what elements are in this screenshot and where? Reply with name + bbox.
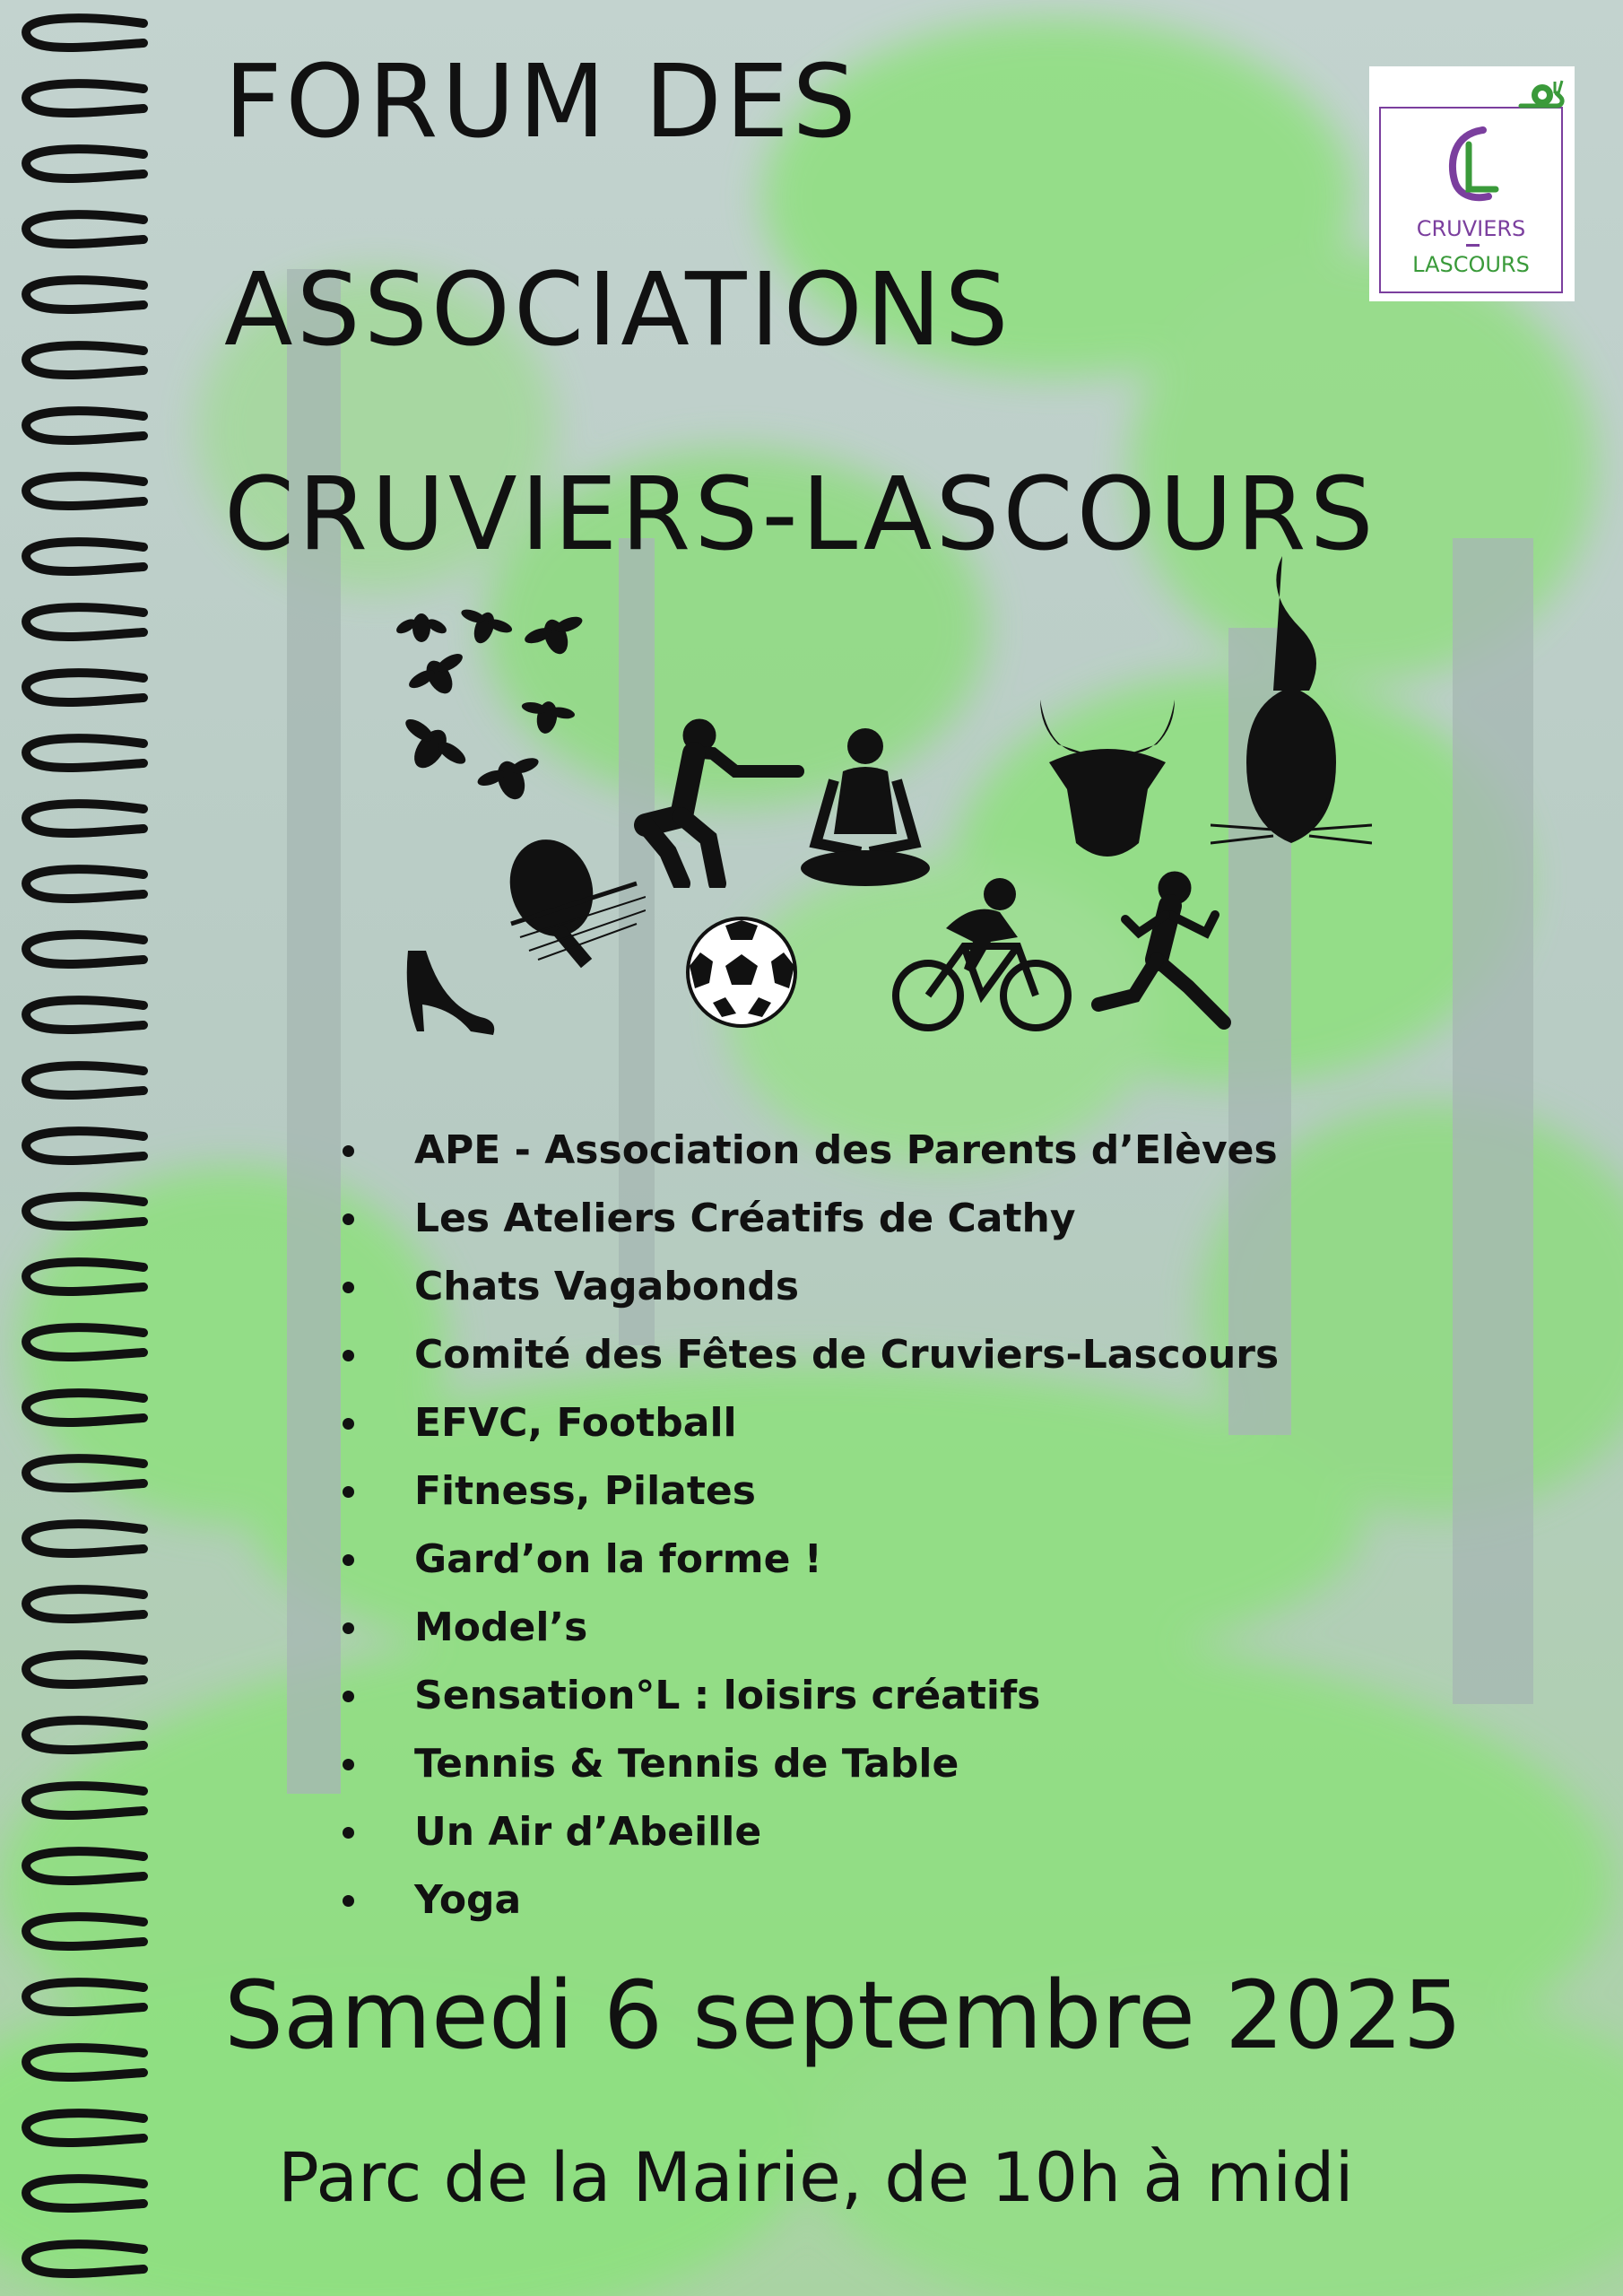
logo-text-cruviers: CRUVIERS — [1416, 216, 1526, 241]
association-item: Les Ateliers Créatifs de Cathy — [343, 1185, 1279, 1253]
fitness-icon — [628, 718, 807, 888]
association-item: Model’s — [343, 1594, 1279, 1662]
logo-cl-icon — [1436, 125, 1508, 205]
runner-icon — [1089, 870, 1233, 1031]
title-line-1: FORUM DES — [224, 44, 860, 161]
association-item: Comité des Fêtes de Cruviers-Lascours — [343, 1321, 1279, 1389]
bees-icon — [386, 601, 601, 816]
logo-dash — [1466, 244, 1480, 247]
association-item: APE - Association des Parents d’Elèves — [343, 1117, 1279, 1185]
title-line-3: CRUVIERS-LASCOURS — [224, 457, 1377, 573]
association-item: Yoga — [343, 1866, 1279, 1935]
association-item: EFVC, Football — [343, 1389, 1279, 1457]
title-line-2: ASSOCIATIONS — [224, 252, 1012, 369]
cat-icon — [1211, 556, 1372, 861]
association-item: Chats Vagabonds — [343, 1253, 1279, 1321]
association-item: Sensation°L : loisirs créatifs — [343, 1662, 1279, 1730]
association-item: Fitness, Pilates — [343, 1457, 1279, 1526]
high-heel-icon — [399, 942, 498, 1040]
snail-icon — [1517, 77, 1567, 111]
yoga-icon — [798, 726, 933, 888]
tennis-icon — [502, 834, 646, 969]
logo-text-lascours: LASCOURS — [1412, 252, 1530, 277]
event-location: Parc de la Mairie, de 10h à midi — [278, 2137, 1354, 2217]
association-item: Gard’on la forme ! — [343, 1526, 1279, 1594]
association-item: Un Air d’Abeille — [343, 1798, 1279, 1866]
football-icon — [686, 917, 798, 1029]
cyclist-icon — [892, 874, 1072, 1036]
association-item: Tennis & Tennis de Table — [343, 1730, 1279, 1798]
event-date: Samedi 6 septembre 2025 — [224, 1961, 1462, 2070]
associations-list — [343, 1117, 1279, 1935]
bull-icon — [1031, 691, 1184, 870]
